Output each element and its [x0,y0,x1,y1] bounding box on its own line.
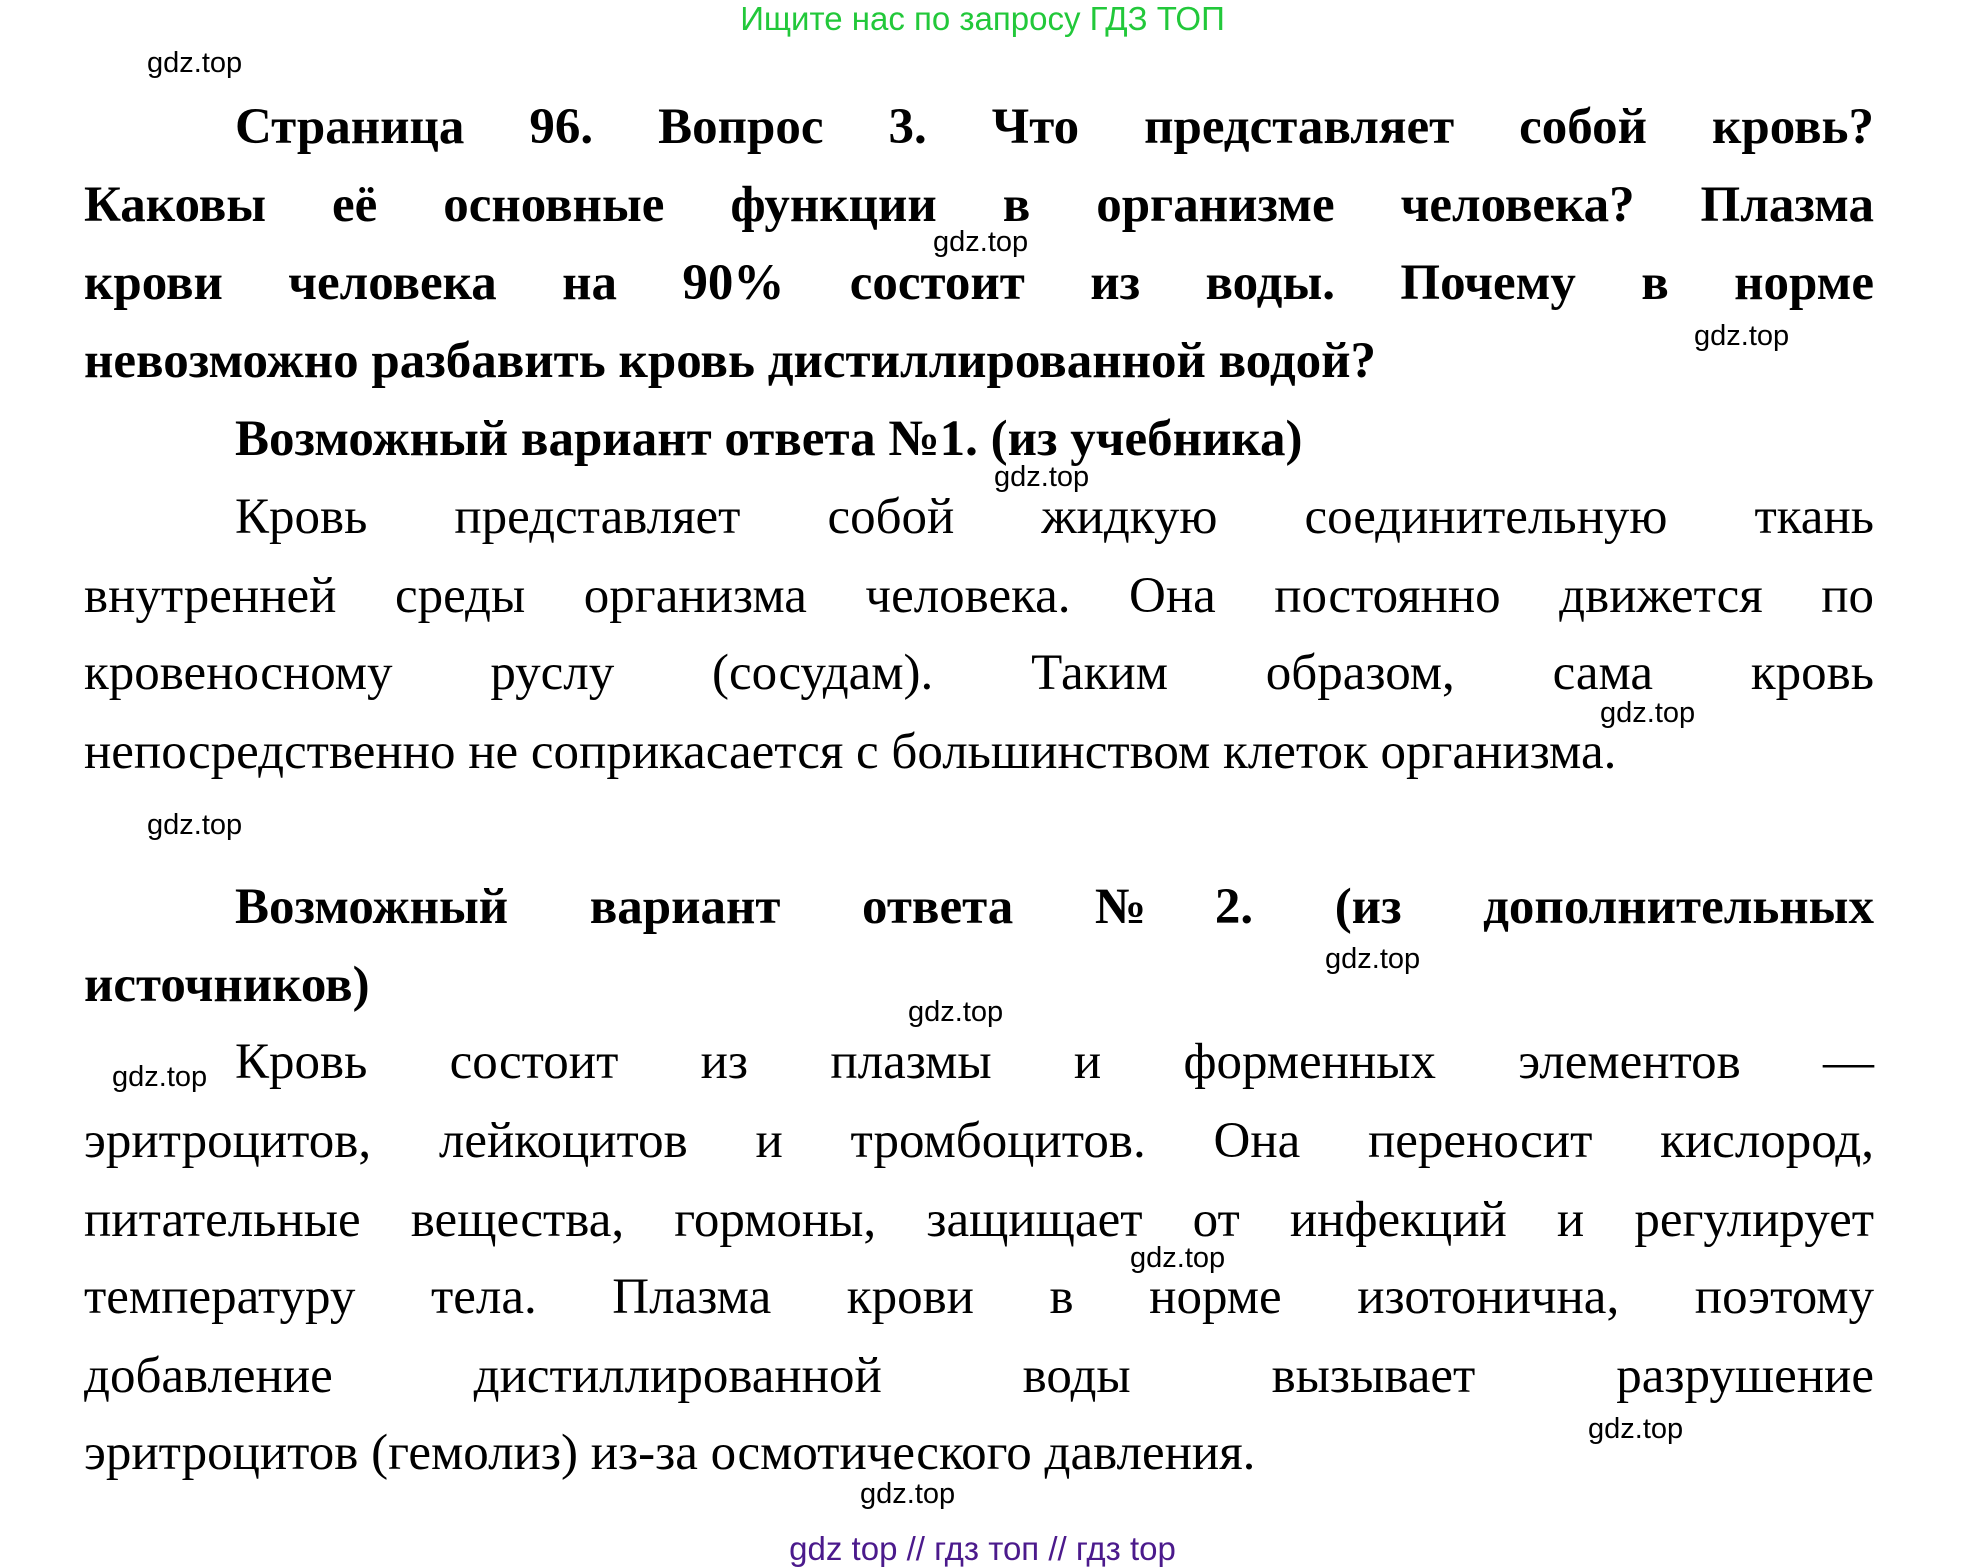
watermark: gdz.top [112,1061,208,1093]
answer1-line: Кровь представляет собой жидкую соединительную ткань [235,489,1874,545]
answer2-line: питательные вещества, гормоны, защищает от инфекций и регулирует [84,1192,1874,1248]
answer1-line: внутренней среды организма человека. Она постоянно движется по [84,568,1874,624]
watermark: gdz.top [1600,697,1696,729]
answer2-line: добавление дистиллированной воды вызывает разрушение [84,1348,1874,1404]
watermark: gdz.top [908,996,1004,1028]
watermark: gdz.top [933,226,1029,258]
watermark: gdz.top [147,47,243,79]
watermark: gdz.top [860,1478,956,1510]
watermark: gdz.top [994,461,1090,493]
question-line: крови человека на 90% состоит из воды. Почему в норме [84,255,1874,311]
watermark: gdz.top [1130,1242,1226,1274]
answer1-line: кровеносному руслу (сосудам). Таким образом, сама кровь [84,645,1874,701]
watermark: gdz.top [1694,320,1790,352]
watermark: gdz.top [147,809,243,841]
answer2-heading: Возможный вариант ответа №2. (из дополнительных [235,879,1874,935]
watermark: gdz.top [1325,943,1421,975]
answer1-heading: Возможный вариант ответа №1. (из учебника) [235,411,1303,467]
answer2-line: эритроцитов (гемолиз) из-за осмотического давления. [84,1425,1256,1481]
watermark: gdz.top [1588,1413,1684,1445]
answer2-heading: источников) [84,957,370,1013]
answer2-line: эритроцитов, лейкоцитов и тромбоцитов. Она переносит кислород, [84,1113,1874,1169]
answer2-line: Кровь состоит из плазмы и форменных элементов — [235,1034,1874,1090]
answer2-line: температуру тела. Плазма крови в норме изотонична, поэтому [84,1269,1874,1325]
question-line: Каковы её основные функции в организме человека? Плазма [84,177,1874,233]
search-banner: Ищите нас по запросу ГДЗ ТОП [740,0,1225,37]
question-line: Страница 96. Вопрос 3. Что представляет собой кровь? [235,99,1874,155]
answer1-line: непосредственно не соприкасается с большинством клеток организма. [84,724,1617,780]
footer-links[interactable]: gdz top // гдз топ // гдз top [789,1530,1176,1567]
question-line: невозможно разбавить кровь дистиллированной водой? [84,333,1377,389]
